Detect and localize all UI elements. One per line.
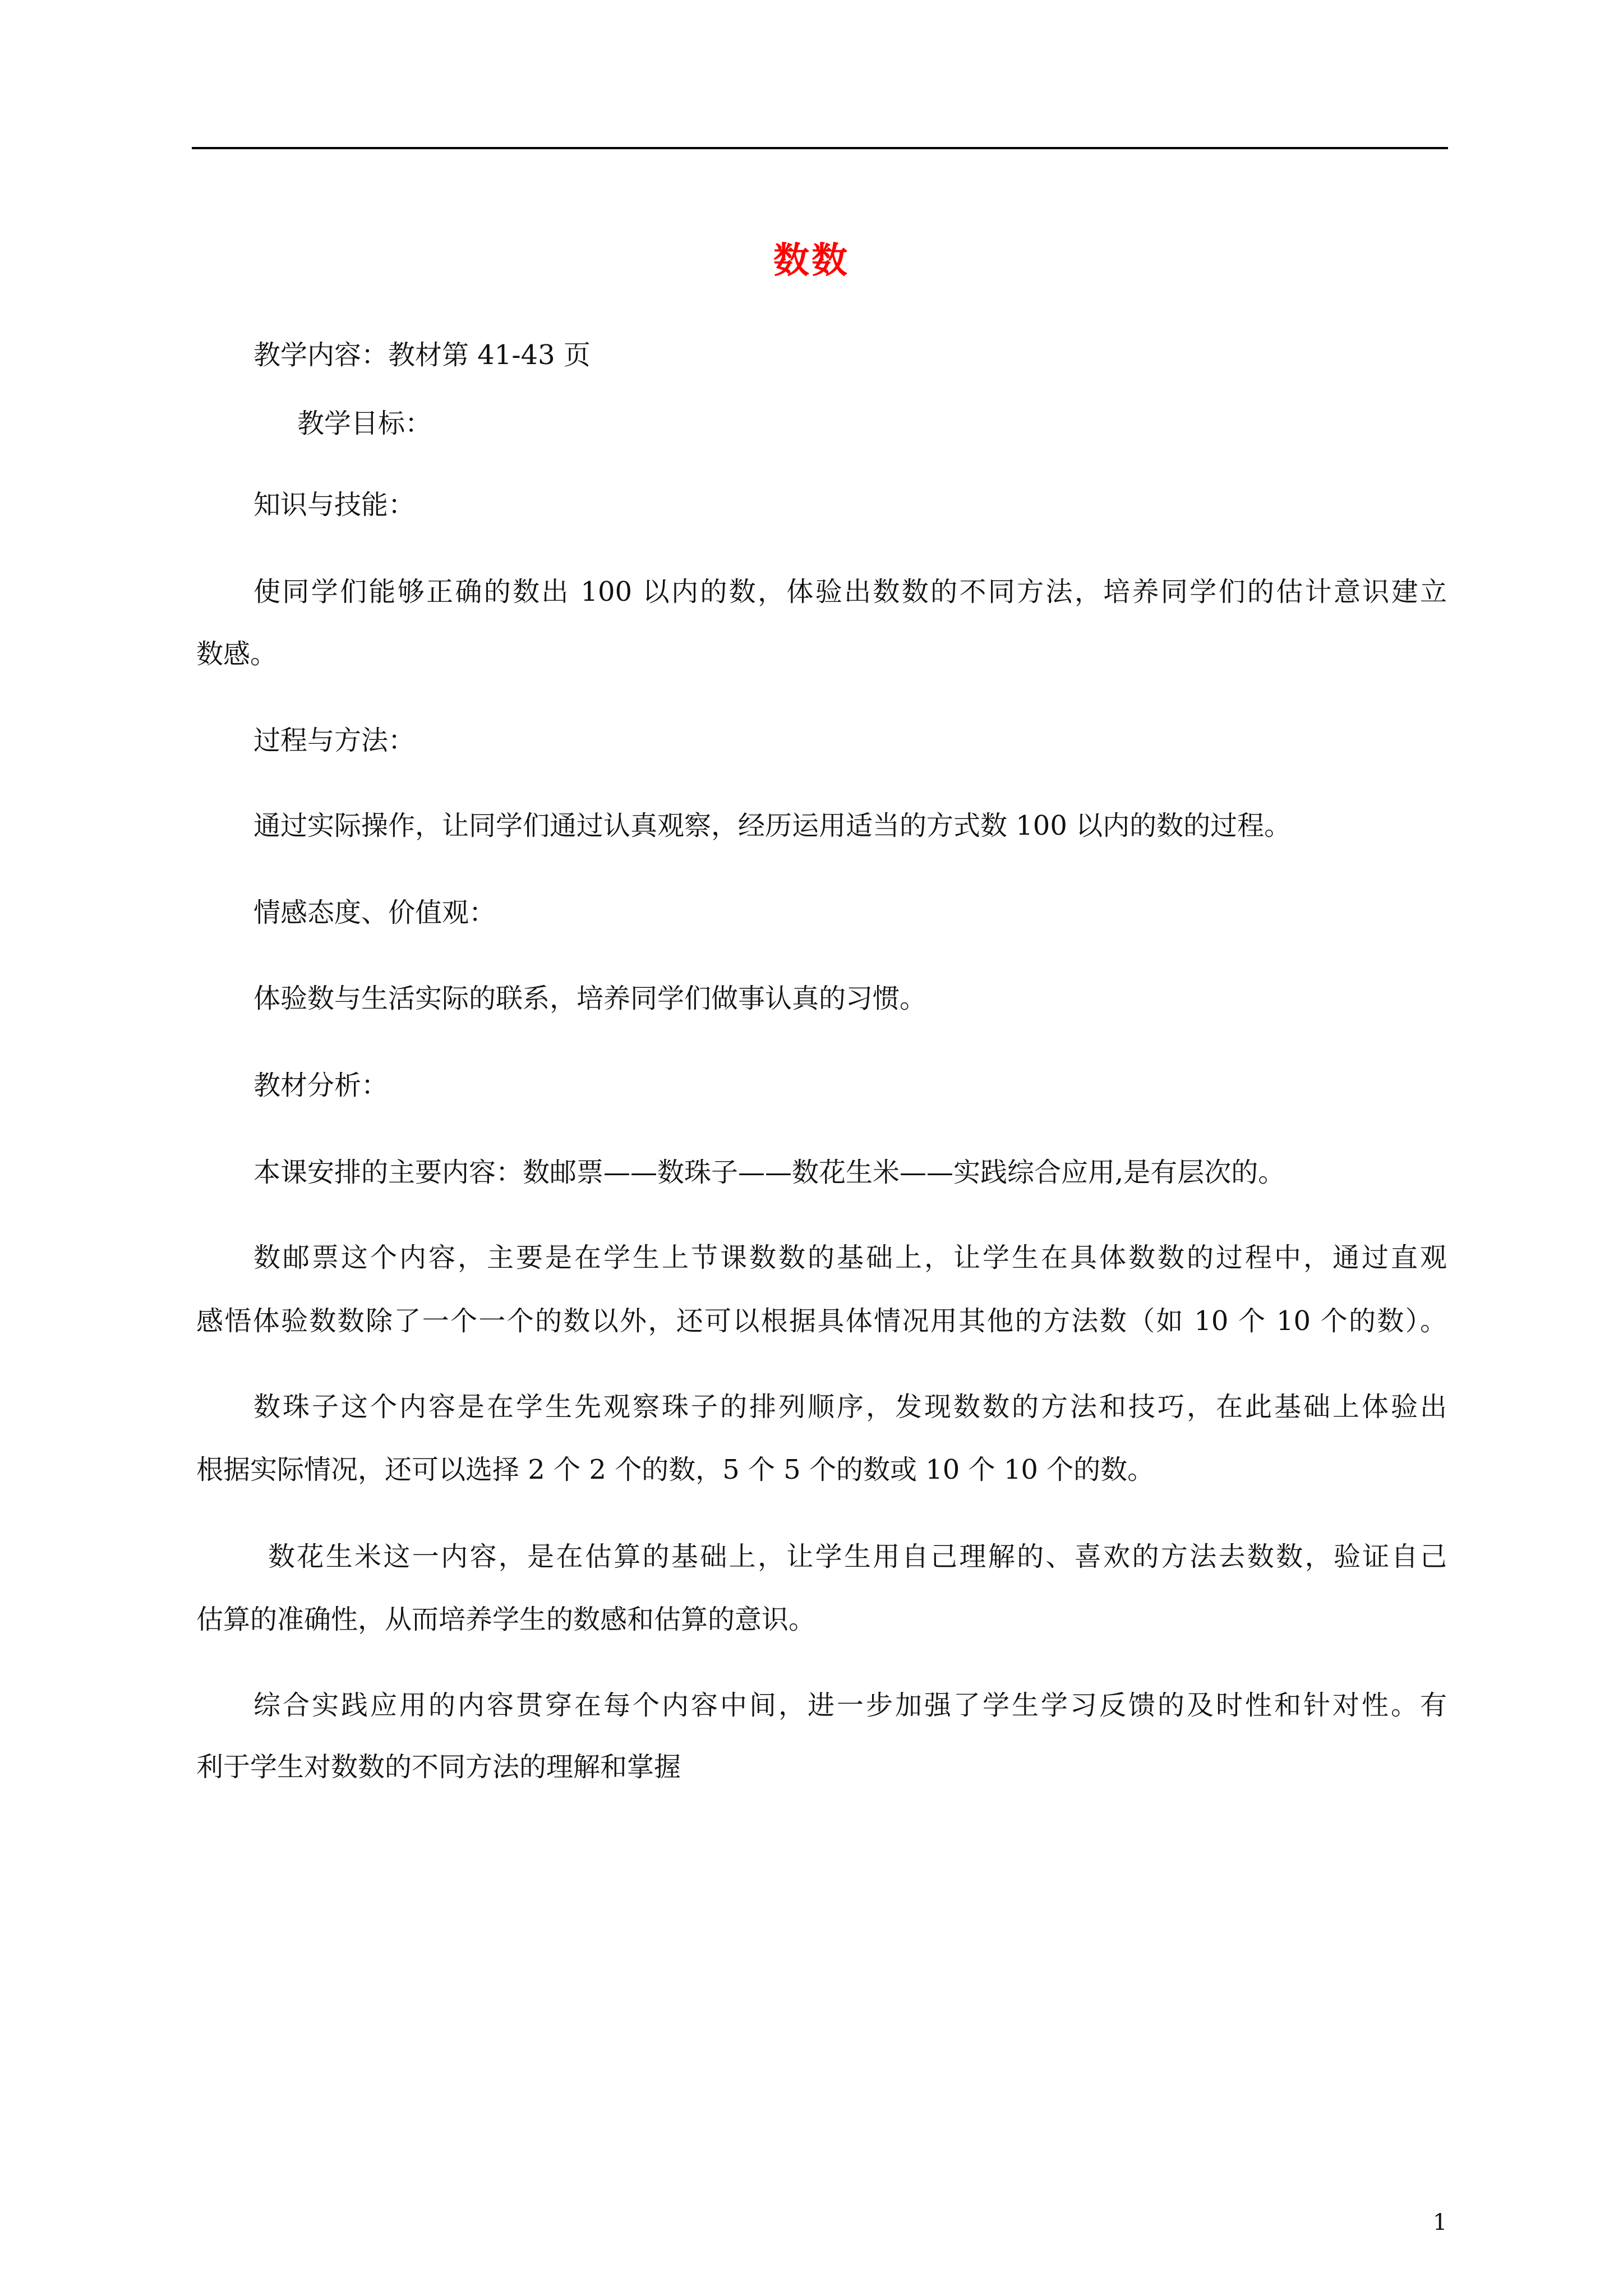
text-line-practice-2: 利于学生对数数的不同方法的理解和掌握	[196, 1751, 681, 1783]
text-line-stamps-2: 感悟体验数数除了一个一个的数以外，还可以根据具体情况用其他的方法数（如 10 个 10 个的数）。	[196, 1305, 1447, 1337]
text-line-stamps-1: 数邮票这个内容，主要是在学生上节课数数的基础上，让学生在具体数数的过程中，通过直观	[253, 1242, 1447, 1273]
text-line-attitude-heading: 情感态度、价值观：	[253, 897, 496, 928]
text-line-process-heading: 过程与方法：	[253, 725, 416, 756]
text-line-analysis-1: 本课安排的主要内容：数邮票——数珠子——数花生米——实践综合应用,是有层次的。	[253, 1157, 1285, 1188]
text-line-beads-2: 根据实际情况，还可以选择 2 个 2 个的数，5 个 5 个的数或 10 个 10 个的数。	[196, 1454, 1155, 1485]
text-line-process-1: 通过实际操作，让同学们通过认真观察，经历运用适当的方式数 100 以内的数的过程。	[253, 810, 1292, 841]
text-line-knowledge-1: 使同学们能够正确的数出 100 以内的数，体验出数数的不同方法，培养同学们的估计意识建立	[253, 576, 1447, 608]
text-line-goals-heading: 教学目标：	[297, 408, 432, 439]
document-title: 数数	[773, 240, 850, 282]
text-line-practice-1: 综合实践应用的内容贯穿在每个内容中间，进一步加强了学生学习反馈的及时性和针对性。有	[253, 1690, 1447, 1721]
header-rule	[192, 147, 1448, 149]
text-line-beads-1: 数珠子这个内容是在学生先观察珠子的排列顺序，发现数数的方法和技巧，在此基础上体验出	[253, 1391, 1447, 1423]
text-line-attitude-1: 体验数与生活实际的联系，培养同学们做事认真的习惯。	[253, 983, 927, 1014]
text-line-knowledge-2: 数感。	[196, 638, 278, 670]
text-line-peanuts-1: 数花生米这一内容，是在估算的基础上，让学生用自己理解的、喜欢的方法去数数，验证自己	[268, 1541, 1447, 1572]
text-line-knowledge-heading: 知识与技能：	[253, 489, 416, 521]
text-line-peanuts-2: 估算的准确性，从而培养学生的数感和估算的意识。	[196, 1604, 816, 1635]
text-line-content: 教学内容：教材第 41-43 页	[253, 339, 591, 371]
page-number: 1	[1433, 2210, 1447, 2235]
text-line-analysis-heading: 教材分析：	[253, 1070, 389, 1101]
